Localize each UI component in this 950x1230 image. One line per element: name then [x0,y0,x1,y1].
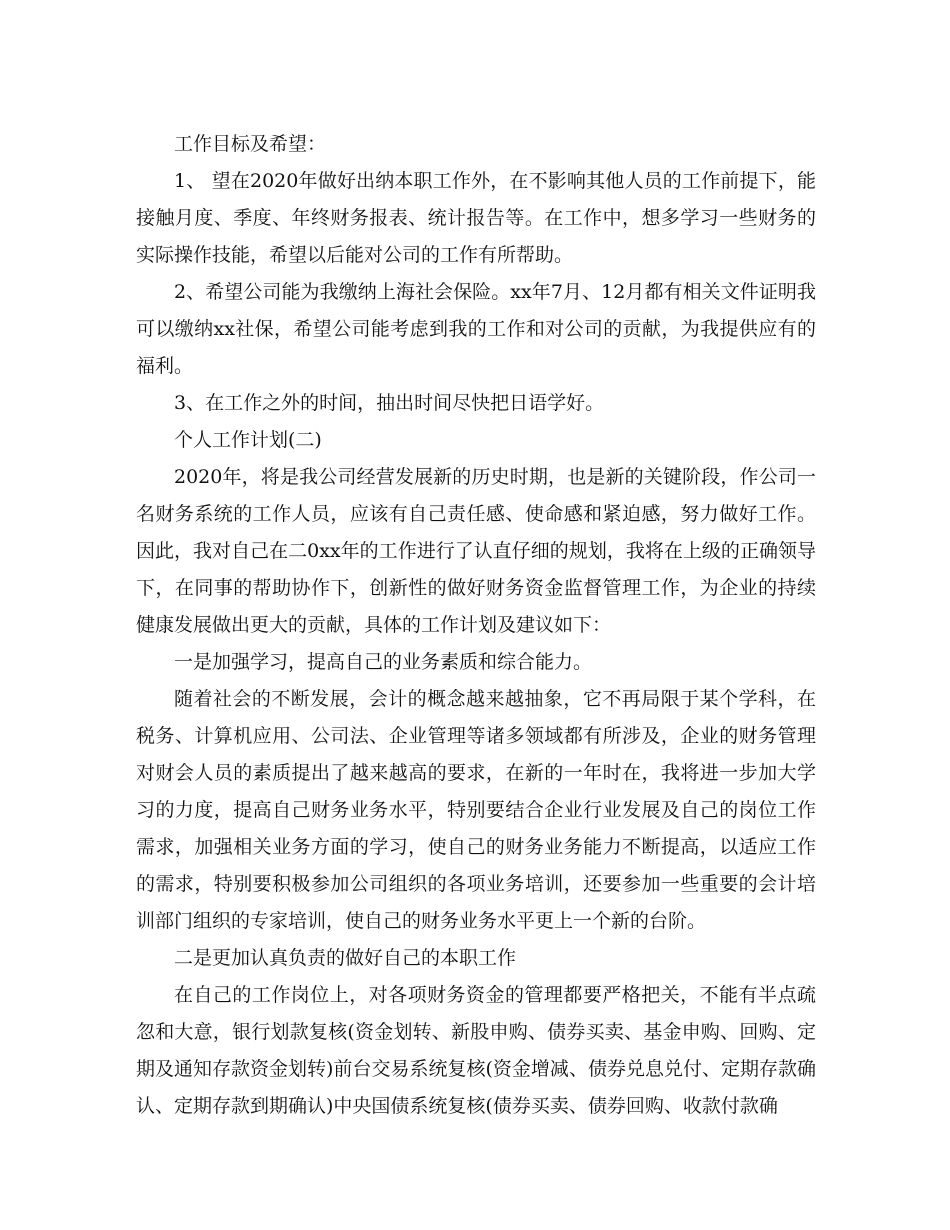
heading-plan-2: 个人工作计划(二) [174,429,322,451]
heading-goals: 工作目标及希望： [174,133,327,155]
paragraph-goal-2: 2、希望公司能为我缴纳上海社会保险。xx年7月、12月都有相关文件证明我可以缴纳xx社保，希望公司能考虑到我的工作和对公司的贡献，为我提供应有的福利。 [136,281,816,377]
paragraph-intro: 2020年，将是我公司经营发展新的历史时期，也是新的关键阶段，作公司一名财务系统的工作人员，应该有自己责任感、使命感和紧迫感，努力做好工作。因此，我对自己在二0xx年的工作进行了认直仔细的规划，我将在上级的正确领导下，在同事的帮助协作下，创新性的做好财务资金监督管理工作，为企业的持续健康发展做出更大的贡献，具体的工作计划及建议如下： [136,466,816,636]
document-body [136,126,816,1125]
paragraph-goal-1: 1、 望在2020年做好出纳本职工作外，在不影响其他人员的工作前提下，能接触月度、季度、年终财务报表、统计报告等。在工作中，想多学习一些财务的实际操作技能，希望以后能对公司的工作有所帮助。 [136,170,816,266]
heading-point-2: 二是更加认真负责的做好自己的本职工作 [174,947,517,969]
paragraph-goal-3: 3、在工作之外的时间，抽出时间尽快把日语学好。 [174,392,605,414]
paragraph-point-2: 在自己的工作岗位上，对各项财务资金的管理都要严格把关，不能有半点疏忽和大意，银行划款复核(资金划转、新股申购、债券买卖、基金申购、回购、定期及通知存款资金划转)前台交易系统复核(资金增减、债券兑息兑付、定期存款确认、定期存款到期确认)中央国债系统复核(债券买卖、债券回购、收款付款确 [136,984,816,1117]
paragraph-point-1: 随着社会的不断发展，会计的概念越来越抽象，它不再局限于某个学科，在税务、计算机应用、公司法、企业管理等诸多领域都有所涉及，企业的财务管理对财会人员的素质提出了越来越高的要求，在新的一年时在，我将进一步加大学习的力度，提高自己财务业务水平，特别要结合企业行业发展及自己的岗位工作需求，加强相关业务方面的学习，使自己的财务业务能力不断提高，以适应工作的需求，特别要积极参加公司组织的各项业务培训，还要参加一些重要的会计培训部门组织的专家培训，使自己的财务业务水平更上一个新的台阶。 [136,688,816,932]
heading-point-1: 一是加强学习，提高自己的业务素质和综合能力。 [174,651,593,673]
